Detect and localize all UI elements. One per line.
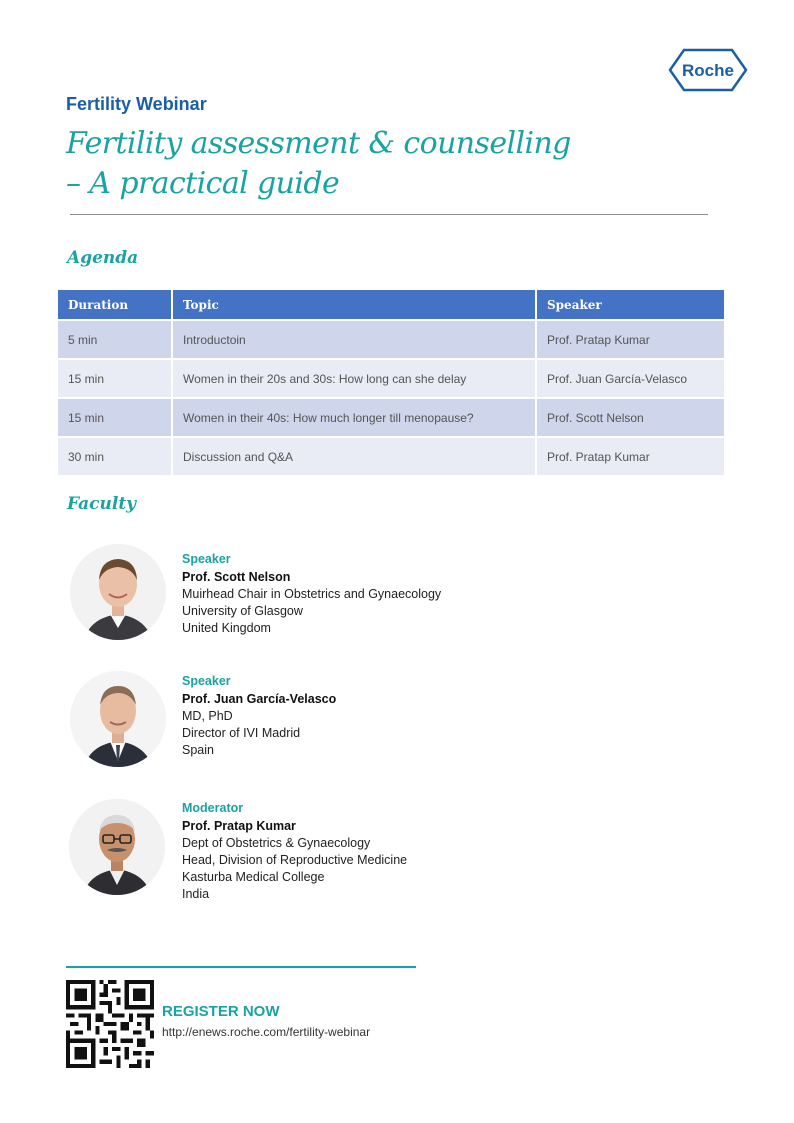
topic-cell: Women in their 40s: How much longer till menopause?	[172, 398, 536, 437]
faculty-detail-line: Director of IVI Madrid	[182, 726, 301, 740]
faculty-detail-line: University of Glasgow	[182, 604, 303, 618]
duration-cell: 5 min	[58, 320, 172, 359]
agenda-heading: Agenda	[67, 248, 139, 268]
table-row	[58, 398, 724, 437]
faculty-heading: Faculty	[67, 494, 137, 514]
header-divider	[70, 214, 708, 215]
speaker-photo-scott-nelson	[70, 544, 166, 640]
faculty-card-juan-garcia-velasco	[182, 673, 336, 759]
footer-divider	[66, 966, 416, 968]
faculty-detail-line: Spain	[182, 743, 214, 757]
agenda-table	[58, 290, 724, 475]
roche-logo	[668, 48, 748, 92]
page-title-line1: Fertility assessment & counselling	[66, 126, 571, 161]
agenda-header-row	[58, 290, 724, 320]
speaker-cell: Prof. Pratap Kumar	[536, 320, 724, 359]
speaker-photo-juan-garcia-velasco	[70, 671, 166, 767]
faculty-card-scott-nelson	[182, 551, 441, 637]
webinar-series: Fertility Webinar	[66, 94, 207, 114]
duration-cell: 15 min	[58, 359, 172, 398]
speaker-cell: Prof. Juan García-Velasco	[536, 359, 724, 398]
faculty-role: Speaker	[182, 674, 231, 688]
faculty-detail-line: MD, PhD	[182, 709, 233, 723]
logo-text: Roche	[682, 61, 734, 80]
registration-link[interactable]: http://enews.roche.com/fertility-webinar	[162, 1025, 371, 1039]
topic-cell: Discussion and Q&A	[172, 437, 536, 475]
topic-cell: Women in their 20s and 30s: How long can she delay	[172, 359, 536, 398]
faculty-detail-line: Muirhead Chair in Obstetrics and Gynaecology	[182, 587, 442, 601]
moderator-photo-pratap-kumar	[69, 799, 165, 895]
faculty-detail-line: United Kingdom	[182, 621, 271, 635]
column-header-topic: Topic	[172, 290, 536, 320]
duration-cell: 15 min	[58, 398, 172, 437]
column-header-speaker: Speaker	[536, 290, 724, 320]
faculty-name: Prof. Scott Nelson	[182, 570, 291, 584]
faculty-detail-line: Head, Division of Reproductive Medicine	[182, 853, 408, 867]
column-header-duration: Duration	[58, 290, 172, 320]
table-row	[58, 320, 724, 359]
speaker-cell: Prof. Pratap Kumar	[536, 437, 724, 475]
faculty-name: Prof. Juan García-Velasco	[182, 692, 337, 706]
faculty-detail-line: Dept of Obstetrics & Gynaecology	[182, 836, 371, 850]
faculty-name: Prof. Pratap Kumar	[182, 819, 296, 833]
faculty-role: Moderator	[182, 801, 244, 815]
register-now-label: REGISTER NOW	[162, 1003, 280, 1020]
faculty-detail-line: India	[182, 887, 210, 901]
duration-cell: 30 min	[58, 437, 172, 475]
faculty-card-pratap-kumar	[182, 800, 407, 903]
qr-code-icon[interactable]	[66, 980, 154, 1068]
faculty-detail-line: Kasturba Medical College	[182, 870, 325, 884]
page-title-line2: – A practical guide	[66, 166, 340, 201]
faculty-role: Speaker	[182, 552, 231, 566]
topic-cell: Introductoin	[172, 320, 536, 359]
table-row	[58, 437, 724, 475]
speaker-cell: Prof. Scott Nelson	[536, 398, 724, 437]
table-row	[58, 359, 724, 398]
